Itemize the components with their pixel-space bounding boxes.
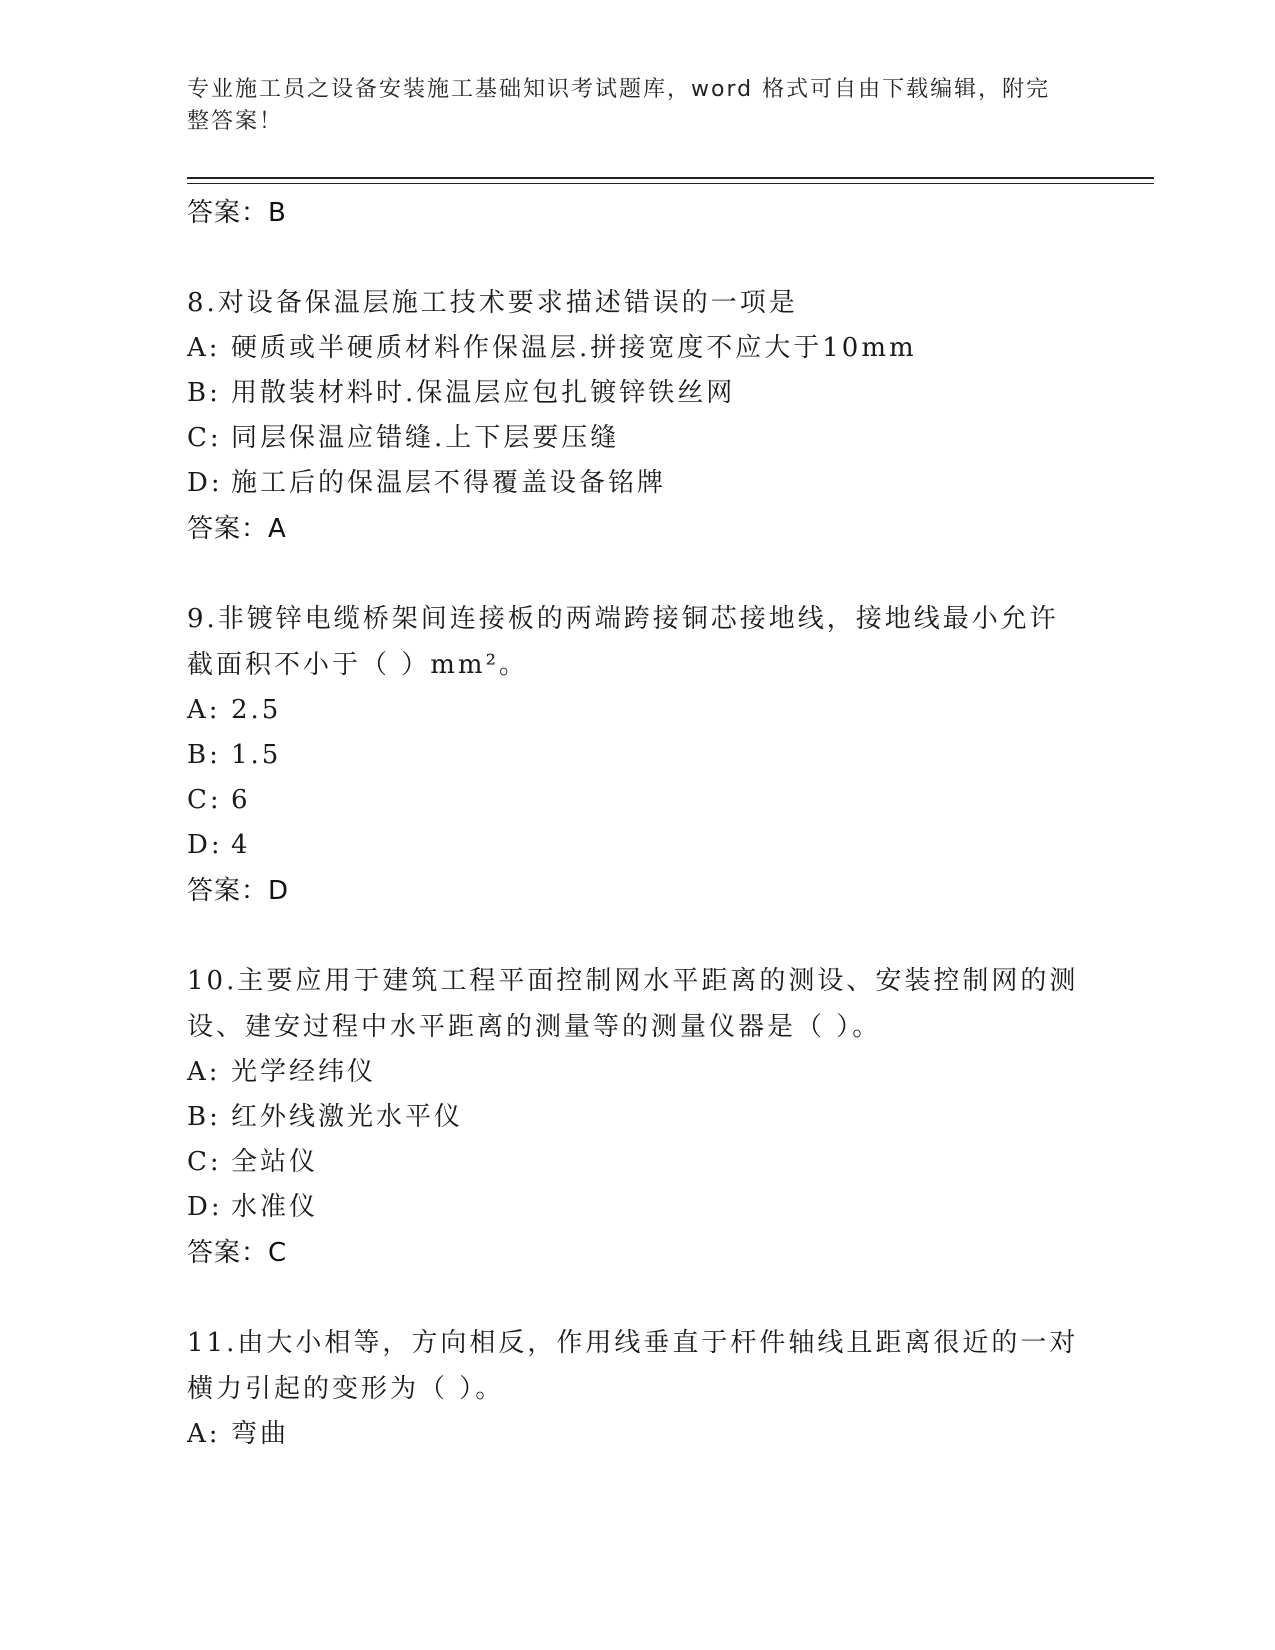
previous-answer: 答案：B — [187, 198, 287, 228]
option-letter: B: — [187, 1102, 221, 1132]
option-letter: A: — [187, 1057, 221, 1087]
header-divider-thin — [187, 183, 1154, 184]
option-a — [187, 1050, 1087, 1095]
option-letter: D: — [187, 830, 223, 860]
option-text: 全站仪 — [231, 1147, 319, 1177]
question-stem: 9.非镀锌电缆桥架间连接板的两端跨接铜芯接地线，接地线最小允许截面积不小于（ ）mm²。 — [187, 604, 1059, 680]
question-item — [187, 280, 1087, 552]
option-text: 红外线激光水平仪 — [231, 1102, 464, 1132]
question-stem: 10.主要应用于建筑工程平面控制网水平距离的测设、安装控制网的测设、建安过程中水平距离的测量等的测量仪器是（ ）。 — [187, 966, 1079, 1042]
option-c — [187, 778, 1087, 823]
option-letter: A: — [187, 333, 221, 363]
option-letter: C: — [187, 1147, 222, 1177]
option-text: 1.5 — [231, 740, 282, 770]
option-text: 4 — [231, 830, 251, 860]
option-text: 光学经纬仪 — [231, 1057, 377, 1087]
option-text: 施工后的保温层不得覆盖设备铭牌 — [231, 468, 667, 498]
option-a — [187, 326, 1087, 371]
document-header: 专业施工员之设备安装施工基础知识考试题库，word 格式可自由下载编辑，附完整答案！ — [187, 77, 1051, 134]
option-c — [187, 416, 1087, 461]
option-a — [187, 1412, 1087, 1457]
option-text: 6 — [231, 785, 251, 815]
option-text: 2.5 — [231, 695, 282, 725]
option-letter: B: — [187, 378, 221, 408]
option-text: 用散装材料时.保温层应包扎镀锌铁丝网 — [231, 378, 736, 408]
option-letter: D: — [187, 1192, 223, 1222]
option-d — [187, 823, 1087, 868]
option-letter: B: — [187, 740, 221, 770]
question-item — [187, 1320, 1087, 1457]
option-text: 弯曲 — [231, 1419, 290, 1449]
option-text: 硬质或半硬质材料作保温层.拼接宽度不应大于10mm — [231, 333, 917, 363]
option-letter: A: — [187, 695, 221, 725]
header-divider-thick — [187, 177, 1154, 179]
question-list — [187, 190, 1087, 1457]
option-c — [187, 1140, 1087, 1185]
question-stem: 8.对设备保温层施工技术要求描述错误的一项是 — [187, 288, 798, 318]
option-a — [187, 688, 1087, 733]
question-answer: 答案：C — [187, 1238, 288, 1268]
option-b — [187, 733, 1087, 778]
option-d — [187, 1185, 1087, 1230]
option-text: 同层保温应错缝.上下层要压缝 — [231, 423, 620, 453]
option-letter: D: — [187, 468, 223, 498]
option-text: 水准仪 — [231, 1192, 319, 1222]
question-answer: 答案：A — [187, 514, 287, 544]
option-letter: C: — [187, 423, 222, 453]
option-letter: A: — [187, 1419, 221, 1449]
option-b — [187, 371, 1087, 416]
option-letter: C: — [187, 785, 222, 815]
question-answer: 答案：D — [187, 876, 290, 906]
option-b — [187, 1095, 1087, 1140]
question-stem: 11.由大小相等，方向相反，作用线垂直于杆件轴线且距离很近的一对横力引起的变形为（ ）。 — [187, 1328, 1079, 1404]
question-item — [187, 596, 1087, 914]
question-item — [187, 958, 1087, 1276]
option-d — [187, 461, 1087, 506]
